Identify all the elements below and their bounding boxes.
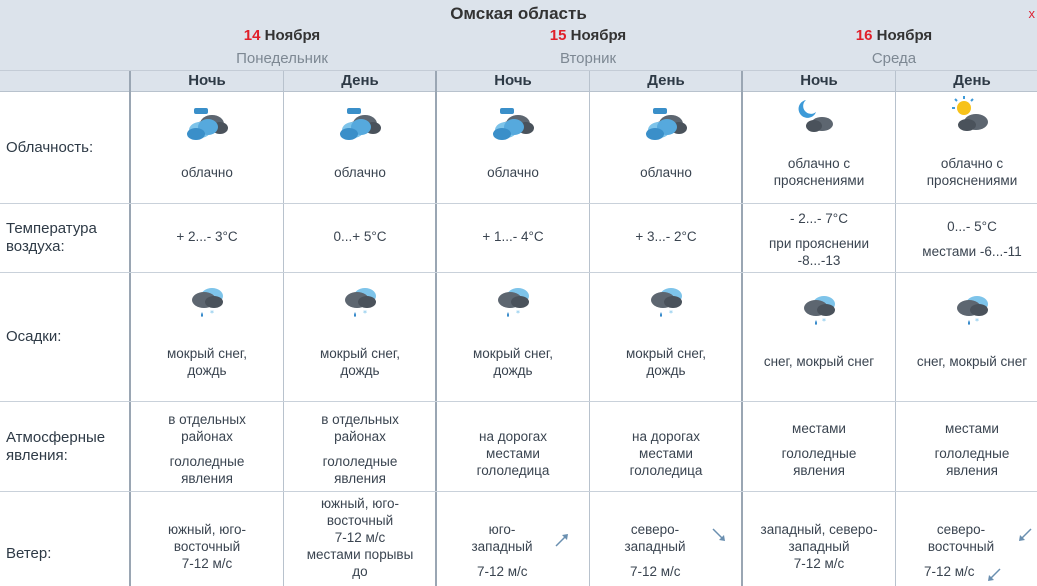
row-divider [0, 203, 1037, 204]
date-number: 16 [855, 27, 873, 44]
svg-text:*: * [822, 317, 826, 326]
wind-value [437, 521, 567, 580]
weekday-2: Вторник [559, 50, 617, 67]
wind-value [896, 521, 1026, 580]
wind-direction: южный, юго-восточный [168, 522, 246, 554]
period-night: Ночь [800, 72, 838, 89]
moon-partly-cloudy-icon [794, 94, 842, 138]
precipitation-value: мокрый снег, дождь [320, 346, 400, 378]
temperature-value [743, 210, 895, 269]
date-month: Ноября [876, 27, 933, 44]
precipitation-value: снег, мокрый снег [763, 354, 875, 369]
sleet-icon [796, 290, 844, 334]
temperature-value: 0...+ 5°C [333, 229, 387, 244]
forecast-header [0, 0, 1037, 71]
wind-direction: юго-западный [471, 522, 533, 554]
cloud-moon-icon [488, 104, 536, 148]
wind-direction: северо-западный [624, 522, 686, 554]
column-divider [741, 71, 743, 586]
phenomena-value [743, 420, 895, 479]
wind-speed: 7-12 м/с [477, 564, 528, 579]
svg-text:*: * [669, 309, 673, 318]
row-divider [0, 272, 1037, 273]
sleet-icon [949, 290, 997, 334]
row-divider [0, 491, 1037, 492]
svg-text:*: * [516, 309, 520, 318]
cloudiness-value: облачно с прояснениями [926, 156, 1018, 188]
period-night: Ночь [188, 72, 226, 89]
phenomena-value [284, 411, 436, 487]
temperature-value: + 3...- 2°C [635, 229, 697, 244]
temperature-main: - 2...- 7°C [790, 211, 848, 226]
date-number: 15 [549, 27, 567, 44]
precipitation-value: снег, мокрый снег [916, 354, 1028, 369]
date-day-3 [742, 27, 1037, 44]
temperature-extra: при прояснении -8...-13 [769, 236, 869, 268]
row-label-wind: Ветер: [6, 545, 52, 562]
wind-arrow-northeast-icon [553, 531, 571, 549]
phenomena-type: гололедные явления [934, 446, 1010, 478]
temperature-value: + 1...- 4°C [482, 229, 544, 244]
date-day-1 [130, 27, 434, 44]
temperature-main: 0...- 5°C [947, 219, 997, 234]
wind-speed: 7-12 м/с [630, 564, 681, 579]
row-label-precipitation: Осадки: [6, 328, 62, 345]
close-icon[interactable]: x [1028, 6, 1035, 21]
period-night: Ночь [494, 72, 532, 89]
date-day-2 [436, 27, 740, 44]
phenomena-type: гололедные явления [169, 454, 245, 486]
sleet-icon [337, 282, 385, 326]
region-title: Омская область [450, 4, 587, 23]
row-label-phenomena: Атмосферные явления: [6, 428, 106, 464]
precipitation-value: мокрый снег, дождь [167, 346, 247, 378]
period-day: День [341, 72, 379, 89]
temperature-extra: местами -6...-11 [922, 244, 1022, 259]
wind-direction: южный, юго-восточный [321, 496, 399, 528]
svg-text:*: * [210, 309, 214, 318]
wind-speed: 7-12 м/с [924, 564, 975, 579]
period-day: День [953, 72, 991, 89]
sun-partly-cloudy-icon [948, 94, 996, 138]
phenomena-type: гололедные явления [781, 446, 857, 478]
phenomena-value [896, 420, 1037, 479]
phenomena-area: местами [792, 421, 846, 436]
sleet-icon [184, 282, 232, 326]
wind-direction: северо-восточный [927, 522, 995, 554]
svg-text:*: * [363, 309, 367, 318]
weekday-1: Понедельник [236, 50, 328, 67]
phenomena-area: в отдельных районах [321, 412, 399, 444]
wind-speed: 7-12 м/с [793, 556, 845, 571]
wind-arrow-southwest-icon [1016, 526, 1034, 544]
cloud-sun-icon [641, 104, 689, 148]
svg-text:*: * [975, 317, 979, 326]
row-label-cloudiness: Облачность: [6, 138, 94, 156]
cloudiness-value: облачно [334, 165, 386, 180]
wind-speed: 7-12 м/с [334, 530, 386, 545]
row-divider [0, 401, 1037, 402]
wind-value [131, 521, 283, 572]
wind-speed: 7-12 м/с [181, 556, 233, 571]
wind-value [284, 495, 436, 580]
row-label-temperature: Температура воздуха: [6, 220, 97, 255]
cloudiness-value: облачно с прояснениями [773, 156, 865, 188]
cloud-moon-icon [182, 104, 230, 148]
wind-arrow-southwest-icon [985, 566, 1003, 584]
phenomena-area: в отдельных районах [168, 412, 246, 444]
weekday-3: Среда [871, 50, 917, 67]
cloudiness-value: облачно [487, 165, 539, 180]
phenomena-area: на дорогах местами гололедица [629, 429, 703, 478]
date-month: Ноября [570, 27, 627, 44]
precipitation-value: мокрый снег, дождь [473, 346, 553, 378]
column-divider [589, 71, 590, 586]
column-divider [895, 71, 896, 586]
cloud-sun-icon [335, 104, 383, 148]
period-day: День [647, 72, 685, 89]
wind-value [590, 521, 720, 580]
cloudiness-value: облачно [181, 165, 233, 180]
phenomena-area: на дорогах местами гололедица [476, 429, 550, 478]
wind-gusts: местами порывы до [306, 547, 414, 579]
cloudiness-value: облачно [640, 165, 692, 180]
phenomena-type: гололедные явления [322, 454, 398, 486]
date-month: Ноября [264, 27, 321, 44]
wind-value [743, 521, 895, 572]
phenomena-area: местами [945, 421, 999, 436]
sleet-icon [490, 282, 538, 326]
precipitation-value: мокрый снег, дождь [626, 346, 706, 378]
phenomena-value [437, 428, 589, 479]
sleet-icon [643, 282, 691, 326]
temperature-value: + 2...- 3°C [176, 229, 238, 244]
period-header-row [0, 71, 1037, 92]
phenomena-value [131, 411, 283, 487]
wind-direction: западный, северо-западный [760, 522, 878, 554]
temperature-value [896, 218, 1037, 260]
date-number: 14 [243, 27, 261, 44]
wind-arrow-southeast-icon [710, 526, 728, 544]
phenomena-value [590, 428, 742, 479]
